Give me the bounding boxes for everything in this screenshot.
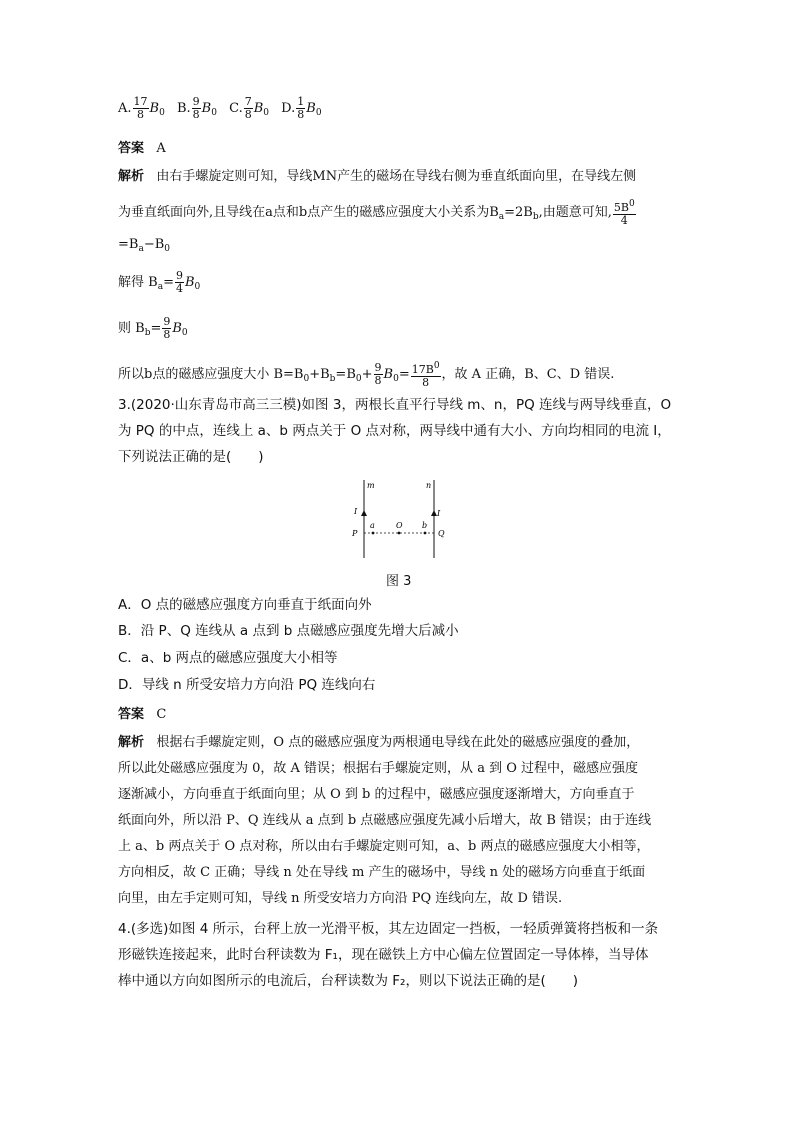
q2-conclusion-line: 所以b点的磁感应强度大小 $B=B_0+B_b=B_0+$ $\frac{9}{8}$ $B_0=$ $\frac{17B^0}{8}$ ，故 A 正确，B、C、D 错误. [118, 361, 615, 389]
current-arrow-left [361, 510, 367, 516]
q2-option-b: B. $\frac{9}{8}$ $B_0$ [176, 95, 217, 121]
q4-stem-line-1: 4.(多选)如图 4 所示，台秤上放一光滑平板，其左边固定一挡板，一轻质弹簧将挡板和一条 [118, 921, 659, 937]
q2-solve-line: 解得 $B_a=$ $\frac{9}{4}$ $B_0$ [118, 269, 201, 295]
point-b [424, 532, 427, 535]
q3-analysis-line-6: 方向相反，故 C 正确；导线 n 处在导线 m 产生的磁场中，导线 n 处的磁场方向垂直于纸面 [118, 865, 646, 880]
figure-3-caption: 图 3 [386, 574, 412, 589]
label-n: n [426, 481, 432, 490]
figure-3-diagram [340, 478, 460, 563]
q3-analysis-line-4: 纸面向外，所以沿 P、Q 连线从 a 点到 b 点磁感应强度先减小后增大，故 B 错误；由于连线 [118, 813, 652, 828]
q2-analysis-line-2: 为垂直纸面向外,且导线在a点和b点产生的磁感应强度大小关系为$B_a=2B_b$,由题意可知, $\frac{5B^0}{4}$ [118, 199, 635, 227]
q3-stem-line-2: 为 PQ 的中点，连线上 a、b 两点关于 O 点对称，两导线中通有大小、方向均相同的电流 I， [118, 423, 671, 439]
label-i-left: I [354, 507, 358, 516]
q3-analysis-line-3: 逐渐减小，方向垂直于纸面向里；从 O 到 b 的过程中，磁感应强度逐渐增大，方向垂直于 [118, 787, 635, 802]
point-a [372, 532, 375, 535]
q3-stem-line-3: 下列说法正确的是( ) [118, 449, 264, 465]
label-b: b [422, 521, 428, 530]
q2-option-d: D. $\frac{1}{8}$ $B_0$ [281, 95, 322, 121]
q3-option-a: A．O 点的磁感应强度方向垂直于纸面向外 [118, 597, 372, 613]
point-o [398, 532, 401, 535]
q2-options [118, 96, 678, 122]
label-a: a [370, 521, 375, 530]
label-o: O [396, 521, 403, 530]
label-i-right: I [437, 509, 441, 518]
label-m: m [367, 481, 375, 490]
q3-option-c: C．a、b 两点的磁感应强度大小相等 [118, 650, 338, 666]
q3-analysis-line-1: 解析 根据右手螺旋定则，O 点的磁感应强度为两根通电导线在此处的磁感应强度的叠加， [118, 735, 640, 750]
q2-analysis-line-3: $=B_a-B_0$ [118, 237, 171, 254]
q3-option-b: B．沿 P、Q 连线从 a 点到 b 点磁感应强度先增大后减小 [118, 623, 459, 639]
q3-stem-line-1: 3.(2020·山东青岛市高三三模)如图 3，两根长直平行导线 m、n，PQ 连线与两导线垂直，O [118, 397, 672, 413]
q3-analysis-line-7: 向里，由左手定则可知，导线 n 所受安培力方向沿 PQ 连线向左，故 D 错误. [118, 891, 563, 906]
q3-option-d: D．导线 n 所受安培力方向沿 PQ 连线向右 [118, 677, 376, 693]
q2-analysis-line-1: 解析 由右手螺旋定则可知，导线MN产生的磁场在导线右侧为垂直纸面向里，在导线左侧 [118, 169, 637, 184]
label-q: Q [438, 529, 445, 538]
q2-answer: 答案 A [118, 141, 166, 156]
q3-analysis-line-2: 所以此处磁感应强度为 0，故 A 错误；根据右手螺旋定则，从 a 到 O 过程中，磁感应强度 [118, 761, 638, 776]
q3-analysis-line-5: 上 a、b 两点关于 O 点对称，所以由右手螺旋定则可知，a、b 两点的磁感应强度大小相等， [118, 839, 650, 854]
q4-stem-line-3: 棒中通以方向如图所示的电流后，台秤读数为 F₂，则以下说法正确的是( ) [118, 973, 579, 989]
q2-then-line: 则 $B_b=$ $\frac{9}{8}$ $B_0$ [118, 315, 188, 341]
q4-stem-line-2: 形磁铁连接起来，此时台秤读数为 F₁，现在磁铁上方中心偏左位置固定一导体棒，当导体 [118, 947, 649, 963]
q2-option-c: C. $\frac{7}{8}$ $B_0$ [229, 95, 270, 121]
label-p: P [352, 529, 358, 538]
q2-option-a: A. $\frac{17}{8}$ $B_0$ [118, 95, 165, 121]
q3-answer: 答案 C [118, 707, 167, 722]
